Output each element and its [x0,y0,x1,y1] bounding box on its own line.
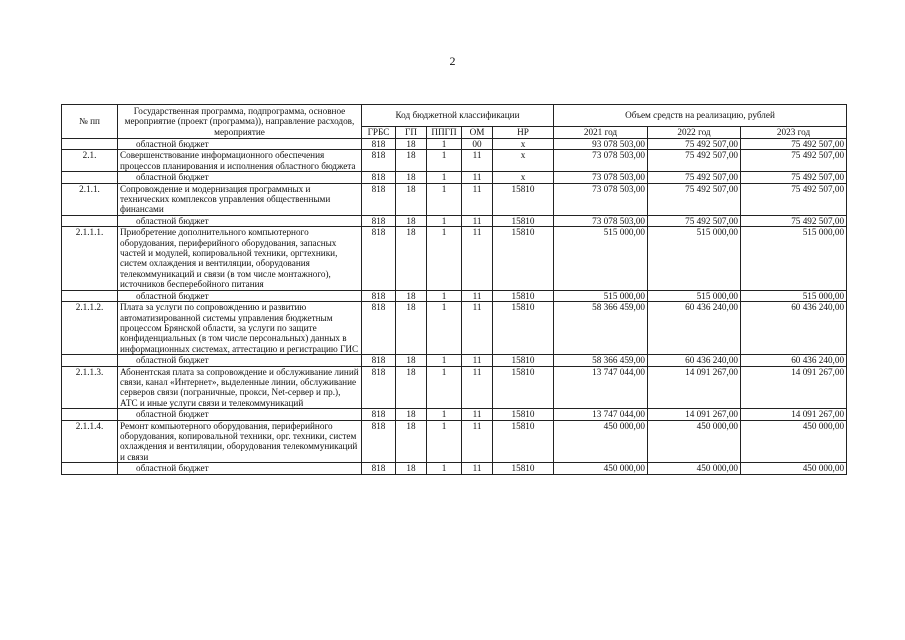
row-amount-2023: 60 436 240,00 [741,355,847,366]
row-amount-2023: 75 492 507,00 [741,215,847,226]
row-amount-2022: 450 000,00 [648,420,741,463]
row-grbs: 818 [362,420,396,463]
row-gp: 18 [396,172,427,183]
row-ppgp: 1 [427,463,462,474]
row-om: 11 [462,290,493,301]
table-row-subtotal [62,139,847,150]
row-amount-2021: 13 747 044,00 [554,409,648,420]
row-number: 2.1.1.3. [62,366,118,409]
row-om: 11 [462,463,493,474]
row-om: 11 [462,302,493,355]
row-amount-2023: 450 000,00 [741,463,847,474]
row-amount-2022: 14 091 267,00 [648,409,741,420]
row-ppgp: 1 [427,366,462,409]
row-nr: 15810 [493,227,554,290]
row-amount-2022: 515 000,00 [648,290,741,301]
row-om: 11 [462,172,493,183]
row-amount-2021: 58 366 459,00 [554,355,648,366]
row-nr: х [493,150,554,172]
row-name: Ремонт компьютерного оборудования, периферийного оборудования, копировальной техники, орг. техники, систем охлаждения и вентиляции, оборудования телекоммуникаций и связи [118,420,362,463]
col-num-header: № пп [62,105,118,139]
row-number [62,139,118,150]
row-nr: 15810 [493,409,554,420]
table-row-subtotal [62,290,847,301]
row-ppgp: 1 [427,183,462,215]
row-om: 11 [462,215,493,226]
col-code-group-header: Код бюджетной классификации [362,105,554,127]
row-nr: 15810 [493,290,554,301]
table-row [62,227,847,290]
row-number [62,215,118,226]
row-name: Приобретение дополнительного компьютерного оборудования, периферийного оборудования, запасных частей и модулей, копировальной техники, оргтехники, систем охлаждения и вентиляции, оборудования телекоммуникаций и связи (в том числе монтажного), источников бесперебойного питания [118,227,362,290]
row-amount-2021: 515 000,00 [554,227,648,290]
row-number [62,355,118,366]
col-2023-header: 2023 год [741,127,847,139]
row-number: 2.1. [62,150,118,172]
row-amount-2023: 14 091 267,00 [741,409,847,420]
row-nr: 15810 [493,183,554,215]
row-om: 11 [462,355,493,366]
row-amount-2021: 515 000,00 [554,290,648,301]
row-gp: 18 [396,463,427,474]
row-name: областной бюджет [118,463,362,474]
row-grbs: 818 [362,302,396,355]
row-nr: х [493,139,554,150]
row-number [62,409,118,420]
row-name: областной бюджет [118,172,362,183]
row-name: областной бюджет [118,355,362,366]
row-ppgp: 1 [427,290,462,301]
row-om: 11 [462,366,493,409]
row-name: областной бюджет [118,139,362,150]
row-nr: 15810 [493,215,554,226]
row-amount-2023: 75 492 507,00 [741,172,847,183]
row-amount-2021: 58 366 459,00 [554,302,648,355]
row-amount-2022: 14 091 267,00 [648,366,741,409]
row-amount-2021: 13 747 044,00 [554,366,648,409]
row-number: 2.1.1.1. [62,227,118,290]
row-number: 2.1.1.2. [62,302,118,355]
col-om-header: ОМ [462,127,493,139]
row-ppgp: 1 [427,302,462,355]
row-name: областной бюджет [118,409,362,420]
row-amount-2023: 14 091 267,00 [741,366,847,409]
row-name: Совершенствование информационного обеспечения процессов планирования и исполнения областного бюджета [118,150,362,172]
row-amount-2022: 75 492 507,00 [648,150,741,172]
row-number [62,290,118,301]
row-amount-2023: 75 492 507,00 [741,139,847,150]
row-gp: 18 [396,139,427,150]
row-amount-2021: 73 078 503,00 [554,215,648,226]
row-gp: 18 [396,420,427,463]
col-2021-header: 2021 год [554,127,648,139]
table-row-subtotal [62,355,847,366]
row-nr: 15810 [493,366,554,409]
row-amount-2023: 515 000,00 [741,227,847,290]
col-nr-header: НР [493,127,554,139]
table-row [62,150,847,172]
row-gp: 18 [396,366,427,409]
row-name: Плата за услуги по сопровождению и развитию автоматизированной системы управления бюджетным процессом Брянской области, за услуги по защите конфиденциальных (в том числе персональных) данных в информационных системах, аттестацию и регистрацию ГИС [118,302,362,355]
row-om: 11 [462,409,493,420]
row-grbs: 818 [362,409,396,420]
row-grbs: 818 [362,183,396,215]
row-grbs: 818 [362,290,396,301]
table-row [62,302,847,355]
row-gp: 18 [396,215,427,226]
row-number: 2.1.1. [62,183,118,215]
row-amount-2022: 75 492 507,00 [648,183,741,215]
row-nr: 15810 [493,463,554,474]
row-grbs: 818 [362,172,396,183]
row-amount-2022: 515 000,00 [648,227,741,290]
row-grbs: 818 [362,355,396,366]
row-number [62,172,118,183]
row-om: 11 [462,183,493,215]
row-amount-2023: 75 492 507,00 [741,150,847,172]
row-amount-2021: 93 078 503,00 [554,139,648,150]
row-gp: 18 [396,183,427,215]
row-gp: 18 [396,409,427,420]
row-grbs: 818 [362,227,396,290]
table-row [62,183,847,215]
header-row [62,105,847,127]
row-amount-2021: 450 000,00 [554,420,648,463]
table-body [62,139,847,475]
col-grbs-header: ГРБС [362,127,396,139]
table-row [62,366,847,409]
row-name: Абонентская плата за сопровождение и обслуживание линий связи, канал «Интернет», выделенные линии, обслуживание серверов связи (пограничные, прокси, Net-сервер и пр.), АТС и иные услуги связи и телекоммуникаций [118,366,362,409]
row-grbs: 818 [362,366,396,409]
row-gp: 18 [396,290,427,301]
col-ppgp-header: ППГП [427,127,462,139]
row-gp: 18 [396,150,427,172]
row-gp: 18 [396,227,427,290]
col-2022-header: 2022 год [648,127,741,139]
row-amount-2022: 60 436 240,00 [648,302,741,355]
row-grbs: 818 [362,150,396,172]
row-grbs: 818 [362,139,396,150]
row-ppgp: 1 [427,215,462,226]
row-amount-2021: 73 078 503,00 [554,172,648,183]
row-ppgp: 1 [427,420,462,463]
table-row-subtotal [62,463,847,474]
row-name: Сопровождение и модернизация программных и технических комплексов управления общественными финансами [118,183,362,215]
row-amount-2021: 450 000,00 [554,463,648,474]
row-ppgp: 1 [427,409,462,420]
row-name: областной бюджет [118,215,362,226]
row-amount-2022: 60 436 240,00 [648,355,741,366]
row-ppgp: 1 [427,227,462,290]
col-name-header: Государственная программа, подпрограмма, основное мероприятие (проект (программа)), направление расходов, мероприятие [118,105,362,139]
row-name: областной бюджет [118,290,362,301]
row-amount-2021: 73 078 503,00 [554,150,648,172]
table-row [62,420,847,463]
table-row-subtotal [62,409,847,420]
row-amount-2022: 75 492 507,00 [648,172,741,183]
row-amount-2022: 75 492 507,00 [648,215,741,226]
row-amount-2023: 60 436 240,00 [741,302,847,355]
row-om: 11 [462,150,493,172]
row-om: 00 [462,139,493,150]
row-nr: 15810 [493,355,554,366]
row-amount-2021: 73 078 503,00 [554,183,648,215]
col-amount-group-header: Объем средств на реализацию, рублей [554,105,847,127]
col-gp-header: ГП [396,127,427,139]
row-number: 2.1.1.4. [62,420,118,463]
row-grbs: 818 [362,215,396,226]
page-number: 2 [449,54,456,68]
row-ppgp: 1 [427,139,462,150]
row-amount-2023: 515 000,00 [741,290,847,301]
row-nr: 15810 [493,420,554,463]
row-ppgp: 1 [427,355,462,366]
budget-table [61,104,847,475]
row-ppgp: 1 [427,150,462,172]
row-amount-2022: 75 492 507,00 [648,139,741,150]
row-om: 11 [462,420,493,463]
row-nr: 15810 [493,302,554,355]
row-ppgp: 1 [427,172,462,183]
table-row-subtotal [62,215,847,226]
row-amount-2023: 75 492 507,00 [741,183,847,215]
table-row-subtotal [62,172,847,183]
row-om: 11 [462,227,493,290]
row-grbs: 818 [362,463,396,474]
row-nr: х [493,172,554,183]
row-gp: 18 [396,302,427,355]
row-number [62,463,118,474]
row-amount-2023: 450 000,00 [741,420,847,463]
row-gp: 18 [396,355,427,366]
row-amount-2022: 450 000,00 [648,463,741,474]
